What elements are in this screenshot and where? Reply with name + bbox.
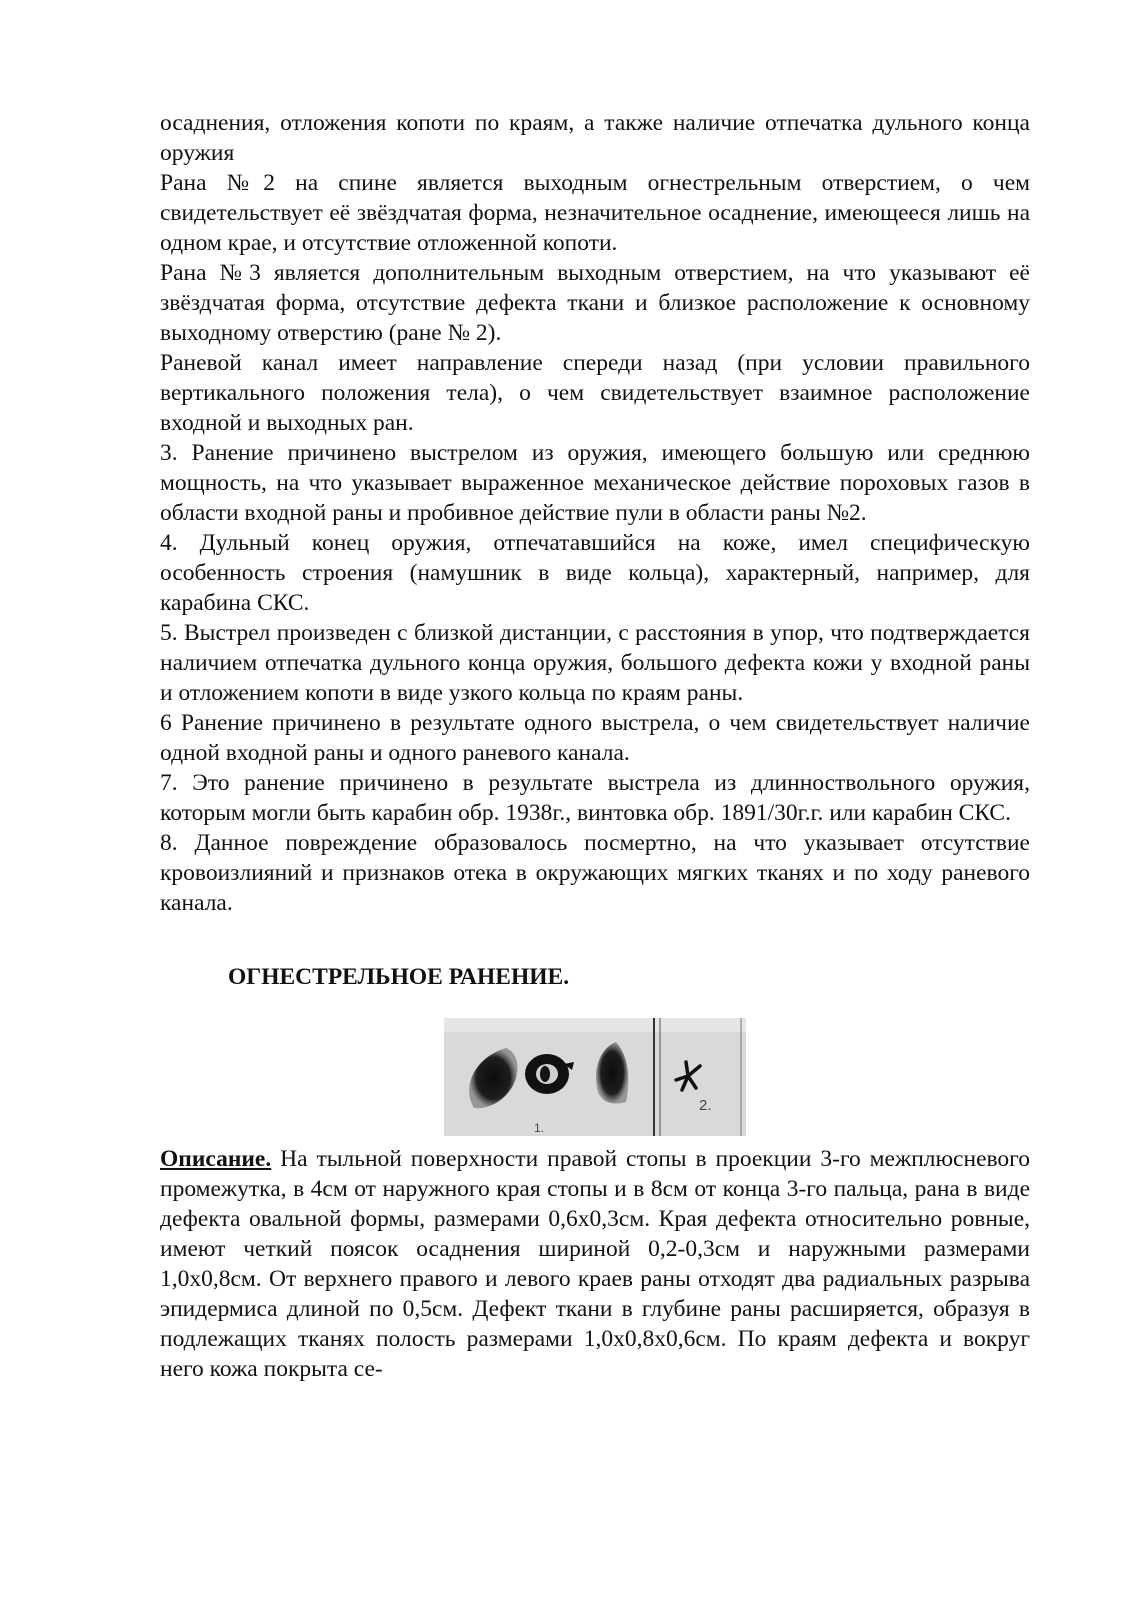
paragraph-wound-channel: Раневой канал имеет направление спереди назад (при условии правильного вертикального положения тела), о чем свидетельствует взаимное расположение входной и выходных ран. xyxy=(160,350,1030,436)
wound-photo-drawing xyxy=(444,1018,746,1136)
description-text: На тыльной поверхности правой стопы в проекции 3-го межплюсневого промежутка, в 4см от наружного края стопы и в 8см от конца 3-го пальца, рана в виде дефекта овальной формы, размерами 0,6х0,3см. Края дефекта относительно ровные, имеют четкий поясок осаднения шириной 0,2-0,3см и наружными размерами 1,0х0,8см. От верхнего правого и левого краев раны отходят два радиальных разрыва эпидермиса длиной по 0,5см. Дефект ткани в глубине раны расширяется, образуя в подлежащих тканях полость размерами 1,0х0,8х0,6см. По краям дефекта и вокруг него кожа покрыта се- xyxy=(160,1146,1030,1382)
paragraph-wound-3: Рана №3 является дополнительным выходным отверстием, на что указывают её звёздчатая форма, отсутствие дефекта ткани и близкое расположение к основному выходному отверстию (ране № 2). xyxy=(160,260,1030,346)
paragraph-conclusion-5: 5. Выстрел произведен с близкой дистанции, с расстояния в упор, что подтверждается наличием отпечатка дульного конца оружия, большого дефекта кожи у входной раны и отложением копоти в виде узкого кольца по краям раны. xyxy=(160,620,1030,706)
paragraph-conclusion-4: 4. Дульный конец оружия, отпечатавшийся на коже, имел специфическую особенность строения (намушник в виде кольца), характерный, например, для карабина СКС. xyxy=(160,530,1030,616)
paragraph-conclusion-8: 8. Данное повреждение образовалось посмертно, на что указывает отсутствие кровоизлияний и признаков отека в окружающих мягких тканях и по ходу раневого канала. xyxy=(160,830,1030,916)
paragraph-conclusion-3: 3. Ранение причинено выстрелом из оружия, имеющего большую или среднюю мощность, на что указывает выраженное механическое действие пороховых газов в области входной раны и пробивное действие пули в области раны №2. xyxy=(160,440,1030,526)
figure-label-1: 1. xyxy=(534,1121,545,1135)
figure-label-2: 2. xyxy=(699,1097,712,1114)
paragraph-wound-2: Рана №2 на спине является выходным огнестрельным отверстием, о чем свидетельствует её звёздчатая форма, незначительное осаднение, имеющееся лишь на одном крае, и отсутствие отложенной копоти. xyxy=(160,170,1030,256)
paragraph-intro-continuation: осаднения, отложения копоти по краям, а также наличие отпечатка дульного конца оружия xyxy=(160,110,1030,166)
section-heading: ОГНЕСТРЕЛЬНОЕ РАНЕНИЕ. xyxy=(228,964,570,990)
description-label: Описание. xyxy=(160,1146,272,1172)
description-paragraph xyxy=(160,1144,1030,1384)
wound-photo xyxy=(444,1018,746,1136)
paragraph-conclusion-6: 6 Ранение причинено в результате одного выстрела, о чем свидетельствует наличие одной входной раны и одного раневого канала. xyxy=(160,710,1030,766)
paragraph-conclusion-7: 7. Это ранение причинено в результате выстрела из длинноствольного оружия, которым могли быть карабин обр. 1938г., винтовка обр. 1891/30г.г. или карабин СКС. xyxy=(160,770,1030,826)
document-page xyxy=(160,108,1030,1384)
